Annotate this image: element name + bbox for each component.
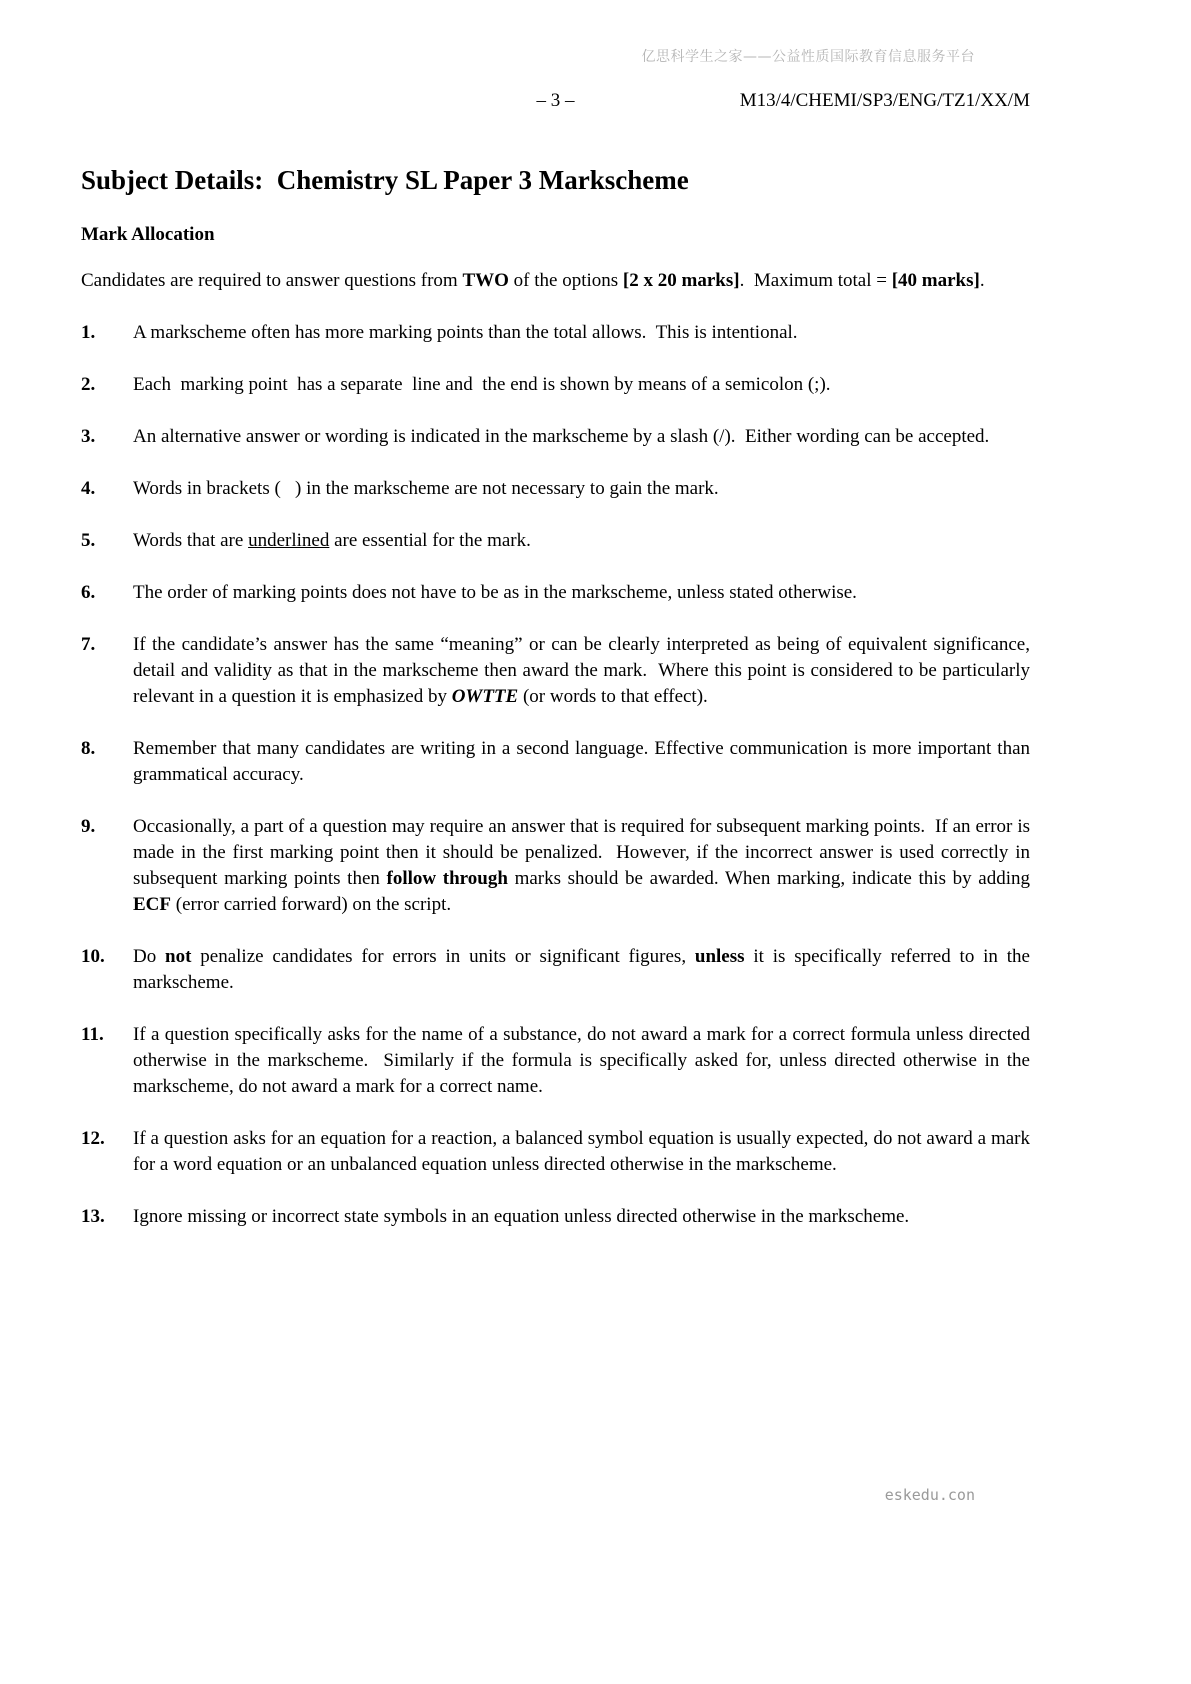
item-text: [133, 1126, 1035, 1178]
list-item: [81, 814, 1035, 918]
list-item: [81, 476, 1030, 502]
text-segment: are essential for the mark.: [329, 530, 531, 551]
intro-paragraph: [81, 268, 1030, 294]
item-text: [133, 814, 1035, 918]
item-text: [133, 320, 1030, 346]
page-number: – 3 –: [536, 90, 575, 111]
text-segment: Each marking point has a separate line and the end is shown by means of a semicolon (;).: [133, 374, 831, 395]
text-segment: penalize candidates for errors in units or significant figures,: [191, 946, 695, 967]
text-segment: The order of marking points does not have to be as in the markscheme, unless stated otherwise.: [133, 582, 857, 603]
text-segment: of the options: [508, 270, 623, 291]
text-segment: [40 marks]: [891, 270, 980, 291]
paper-code: M13/4/CHEMI/SP3/ENG/TZ1/XX/M: [739, 90, 1030, 111]
text-segment: Remember that many candidates are writing in a second language. Effective communication is more important than grammatical accuracy.: [133, 738, 1035, 785]
text-segment: A markscheme often has more marking points than the total allows. This is intentional.: [133, 322, 798, 343]
text-segment: follow through: [386, 868, 508, 889]
text-segment: If a question asks for an equation for a reaction, a balanced symbol equation is usually expected, do not award a mark for a word equation or an unbalanced equation unless directed otherwise in the markscheme.: [133, 1128, 1035, 1175]
item-text: [133, 1022, 1035, 1100]
item-number: 10.: [81, 946, 105, 967]
item-text: [133, 1204, 1030, 1230]
text-segment: ECF: [133, 894, 171, 915]
text-segment: underlined: [248, 530, 330, 551]
text-segment: If the candidate’s answer has the same “meaning” or can be clearly interpreted as being of equivalent significance, detail and validity as that in the markscheme then award the mark. Where this point is considered to be particularly relevant in a question it is emphasized by: [133, 634, 1035, 707]
text-segment: Words that are: [133, 530, 249, 551]
text-segment: . Maximum total =: [739, 270, 892, 291]
item-number: 2.: [81, 374, 96, 395]
text-segment: If a question specifically asks for the name of a substance, do not award a mark for a correct formula unless directed otherwise in the markscheme. Similarly if the formula is specifically asked for, unless directed otherwise in the markscheme, do not award a mark for a correct name.: [133, 1024, 1035, 1097]
text-segment: Words in brackets ( ) in the markscheme are not necessary to gain the mark.: [133, 478, 719, 499]
item-number: 8.: [81, 738, 96, 759]
text-segment: Do: [133, 946, 166, 967]
item-number: 5.: [81, 530, 96, 551]
footer-site: eskedu.con: [884, 1486, 975, 1504]
text-segment: [2 x 20 marks]: [622, 270, 740, 291]
list-item: [81, 736, 1035, 788]
page-header: [81, 88, 1030, 114]
page-content: [81, 88, 1035, 1230]
item-text: [133, 528, 1030, 554]
item-number: 4.: [81, 478, 96, 499]
text-segment: (or words to that effect).: [518, 686, 708, 707]
item-text: [133, 424, 1030, 450]
item-text: [133, 736, 1035, 788]
list-item: [81, 580, 1030, 606]
list-item: [81, 1204, 1030, 1230]
item-text: [133, 580, 1030, 606]
text-segment: OWTTE: [451, 686, 519, 707]
list-item: [81, 944, 1035, 996]
item-number: 3.: [81, 426, 96, 447]
text-segment: not: [165, 946, 192, 967]
item-number: 11.: [81, 1024, 104, 1045]
item-text: [133, 632, 1035, 710]
numbered-list: [81, 320, 1035, 1230]
item-number: 13.: [81, 1206, 105, 1227]
text-segment: .: [979, 270, 985, 291]
item-text: [133, 476, 1030, 502]
document-title: Subject Details: Chemistry SL Paper 3 Markscheme: [81, 165, 689, 195]
text-segment: Occasionally, a part of a question may require an answer that is required for subsequent marking points. If an error is made in the first marking point then it should be penalized. However, if the incorrect answer is used correctly in subsequent marking points then: [133, 816, 1035, 889]
list-item: [81, 1126, 1035, 1178]
text-segment: (error carried forward) on the script.: [171, 894, 452, 915]
text-segment: unless: [694, 946, 745, 967]
item-number: 12.: [81, 1128, 105, 1149]
item-number: 7.: [81, 634, 96, 655]
section-heading: Mark Allocation: [81, 224, 215, 245]
item-number: 6.: [81, 582, 96, 603]
item-text: [133, 372, 1030, 398]
watermark-text: 亿思科学生之家——公益性质国际教育信息服务平台: [641, 49, 975, 65]
list-item: [81, 632, 1035, 710]
text-segment: marks should be awarded. When marking, indicate this by adding: [507, 868, 1035, 889]
text-segment: it is specifically referred to in the markscheme.: [133, 946, 1035, 993]
item-text: [133, 944, 1035, 996]
list-item: [81, 372, 1030, 398]
list-item: [81, 1022, 1035, 1100]
list-item: [81, 320, 1030, 346]
list-item: [81, 424, 1030, 450]
item-number: 1.: [81, 322, 96, 343]
text-segment: TWO: [462, 270, 509, 291]
text-segment: An alternative answer or wording is indicated in the markscheme by a slash (/). Either wording can be accepted.: [133, 426, 990, 447]
text-segment: Ignore missing or incorrect state symbols in an equation unless directed otherwise in the markscheme.: [133, 1206, 910, 1227]
list-item: [81, 528, 1030, 554]
item-number: 9.: [81, 816, 96, 837]
text-segment: Candidates are required to answer questions from: [81, 270, 463, 291]
